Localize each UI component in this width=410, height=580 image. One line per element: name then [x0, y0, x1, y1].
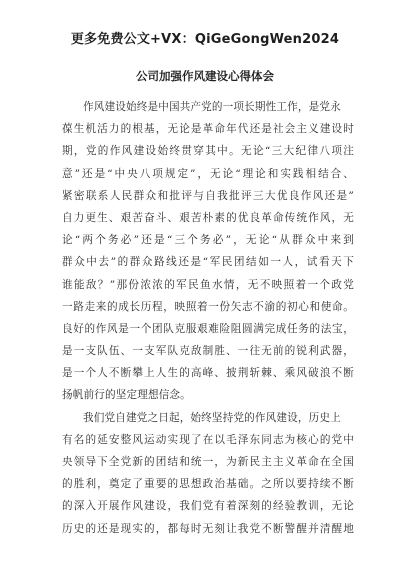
paragraph-line: 葆生机活力的根基，无论是革命年代还是社会主义建设时	[62, 123, 354, 136]
paragraph-line: 紧密联系人民群众和批评与自我批评三大优良作风还是”	[62, 189, 354, 202]
paragraph-line: 期，党的作风建设始终贯穿其中。无论“三大纪律八项注	[62, 145, 354, 158]
paragraph-line: 我们党自建党之日起，始终坚持党的作风建设，历史上	[83, 411, 341, 424]
paragraph-line: 扬帆前行的坚定理想信念。	[62, 389, 191, 402]
paragraph-line: 的深入开展作风建设，我们党有着深刻的经验教训，无论	[62, 500, 354, 513]
paragraph-line: 意”还是“中央八项规定”，无论“理论和实践相结合、	[62, 167, 354, 180]
paragraph-line: 群众中去”的群众路线还是“军民团结如一人，试看天下	[62, 256, 354, 269]
paragraph-line: 央领导下全党新的团结和统一，为新民主主义革命在全国	[62, 456, 354, 468]
paragraph-line: 论“两个务必”还是“三个务必”，无论“从群众中来到	[62, 234, 354, 247]
paragraph-line: 良好的作风是一个团队克服艰难险阻圆满完成任务的法宝，	[62, 322, 354, 335]
document-title: 公司加强作风建设心得体会	[136, 69, 274, 83]
watermark-header: 更多免费公文+VX：QiGeGongWen2024	[70, 32, 340, 47]
paragraph-line: 有名的延安整风运动实现了在以毛泽东同志为核心的党中	[62, 433, 354, 446]
paragraph-line: 自力更生、艰苦奋斗、艰苦朴素的优良革命传统作风，无	[62, 211, 354, 224]
paragraph-line: 是一个人不断攀上人生的高峰、披荆斩棘、乘风破浪不断	[62, 367, 354, 380]
document-body	[62, 96, 354, 540]
paragraph-line: 历史的还是现实的，都每时无刻让我党不断警醒并清醒地	[62, 522, 354, 535]
paragraph-line: 作风建设始终是中国共产党的一项长期性工作，是党永	[83, 101, 341, 113]
paragraph-line: 是一支队伍、一支军队克敌制胜、一往无前的锐利武器，	[62, 345, 354, 358]
paragraph-line: 一路走来的成长历程，映照着一份矢志不渝的初心和使命。	[62, 300, 354, 313]
paragraph-line: 谁能敌？”那份浓浓的军民鱼水情，无不映照着一个政党	[62, 278, 354, 291]
paragraph-line: 的胜利，奠定了重要的思想政治基础。之所以要持续不断	[62, 478, 354, 491]
